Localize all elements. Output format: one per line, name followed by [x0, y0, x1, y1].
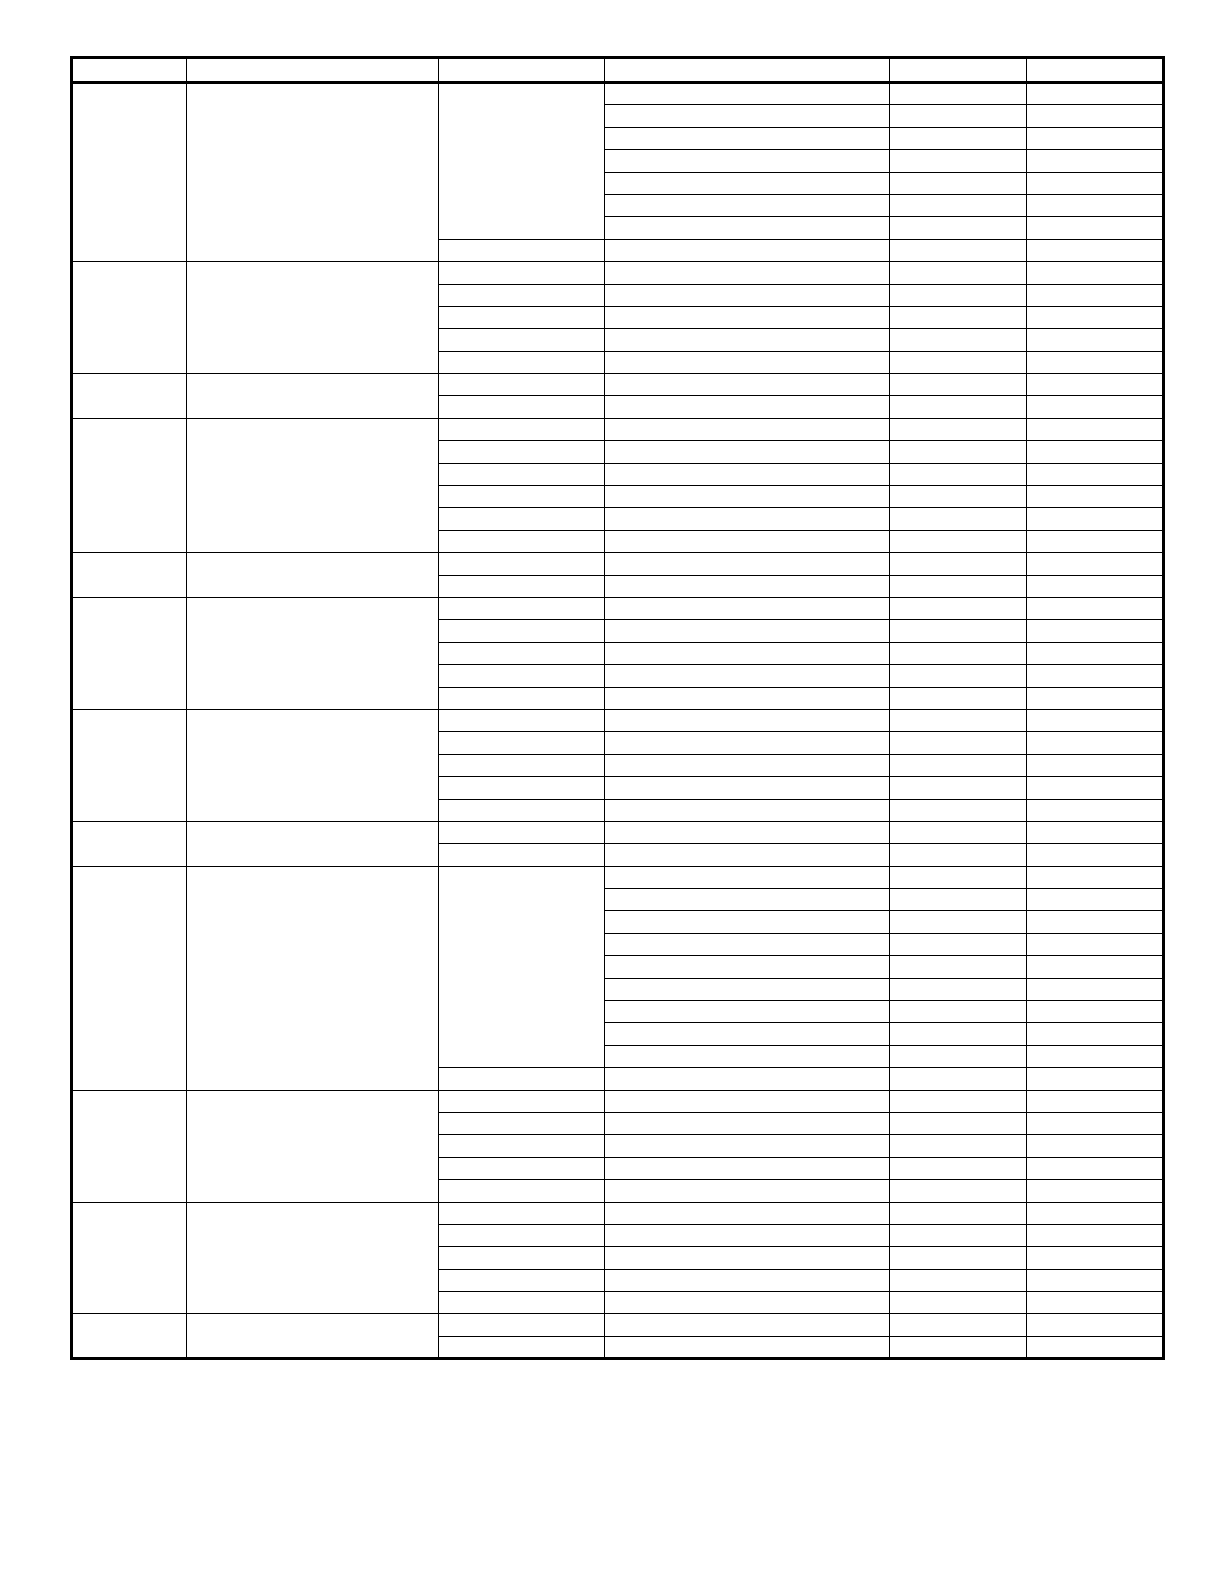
subgroup-col3-cell: [439, 687, 605, 709]
detail-cell: [605, 1112, 890, 1134]
detail-cell: [605, 978, 890, 1000]
detail-cell: [890, 1180, 1027, 1202]
detail-cell: [1027, 486, 1164, 508]
detail-cell: [890, 1224, 1027, 1246]
detail-cell: [605, 1068, 890, 1090]
detail-cell: [1027, 127, 1164, 149]
detail-cell: [890, 665, 1027, 687]
subgroup-col3-cell: [439, 418, 605, 440]
detail-cell: [1027, 1292, 1164, 1314]
subgroup-col3-cell: [439, 374, 605, 396]
detail-cell: [1027, 687, 1164, 709]
detail-cell: [890, 575, 1027, 597]
detail-cell: [1027, 172, 1164, 194]
detail-cell: [605, 262, 890, 284]
detail-cell: [1027, 665, 1164, 687]
detail-cell: [1027, 1001, 1164, 1023]
group-col2-cell: [187, 1090, 439, 1202]
table-row: [72, 709, 1164, 731]
detail-cell: [605, 83, 890, 105]
detail-cell: [890, 1269, 1027, 1291]
detail-cell: [605, 306, 890, 328]
group-col1-cell: [72, 418, 187, 552]
subgroup-col3-cell: [439, 821, 605, 843]
subgroup-col3-cell: [439, 777, 605, 799]
group-col2-cell: [187, 553, 439, 598]
detail-cell: [890, 889, 1027, 911]
detail-cell: [890, 1068, 1027, 1090]
detail-cell: [605, 1269, 890, 1291]
detail-cell: [605, 911, 890, 933]
subgroup-col3-cell: [439, 1180, 605, 1202]
detail-cell: [605, 709, 890, 731]
group-col2-cell: [187, 597, 439, 709]
table-row: [72, 374, 1164, 396]
detail-cell: [605, 956, 890, 978]
detail-cell: [1027, 463, 1164, 485]
subgroup-col3-cell: [439, 329, 605, 351]
detail-cell: [1027, 329, 1164, 351]
header-cell: [439, 58, 605, 83]
detail-cell: [605, 799, 890, 821]
detail-cell: [605, 150, 890, 172]
subgroup-col3-cell: [439, 1068, 605, 1090]
subgroup-col3-cell: [439, 553, 605, 575]
group-col2-cell: [187, 374, 439, 419]
table-row: [72, 553, 1164, 575]
detail-cell: [1027, 508, 1164, 530]
group-col2-cell: [187, 1202, 439, 1314]
detail-cell: [605, 687, 890, 709]
detail-cell: [1027, 150, 1164, 172]
detail-cell: [1027, 284, 1164, 306]
detail-cell: [605, 597, 890, 619]
detail-cell: [605, 866, 890, 888]
header-row: [72, 58, 1164, 83]
detail-cell: [890, 709, 1027, 731]
detail-cell: [1027, 1247, 1164, 1269]
detail-cell: [1027, 1068, 1164, 1090]
subgroup-col3-cell: [439, 575, 605, 597]
subgroup-col3-cell: [439, 1090, 605, 1112]
detail-cell: [605, 239, 890, 261]
detail-cell: [890, 911, 1027, 933]
table-row: [72, 866, 1164, 888]
subgroup-col3-cell: [439, 396, 605, 418]
subgroup-col3-cell: [439, 351, 605, 373]
group-col1-cell: [72, 374, 187, 419]
detail-cell: [890, 329, 1027, 351]
header-cell: [187, 58, 439, 83]
detail-cell: [890, 1023, 1027, 1045]
detail-cell: [605, 530, 890, 552]
detail-cell: [890, 1090, 1027, 1112]
detail-cell: [890, 642, 1027, 664]
header-cell: [605, 58, 890, 83]
subgroup-col3-cell: [439, 597, 605, 619]
detail-cell: [1027, 396, 1164, 418]
subgroup-col3-cell: [439, 799, 605, 821]
subgroup-col3-cell: [439, 665, 605, 687]
detail-cell: [1027, 1314, 1164, 1336]
detail-cell: [890, 1292, 1027, 1314]
detail-cell: [1027, 418, 1164, 440]
subgroup-col3-cell: [439, 1336, 605, 1358]
detail-cell: [890, 821, 1027, 843]
detail-cell: [890, 1314, 1027, 1336]
detail-cell: [1027, 597, 1164, 619]
detail-cell: [1027, 1090, 1164, 1112]
detail-cell: [1027, 821, 1164, 843]
detail-cell: [605, 1202, 890, 1224]
detail-cell: [605, 105, 890, 127]
detail-cell: [1027, 194, 1164, 216]
subgroup-col3-cell: [439, 239, 605, 261]
subgroup-col3-cell: [439, 530, 605, 552]
group-col1-cell: [72, 597, 187, 709]
detail-cell: [1027, 709, 1164, 731]
subgroup-col3-cell: [439, 1135, 605, 1157]
table-row: [72, 1202, 1164, 1224]
table-body: [72, 58, 1164, 1359]
subgroup-col3-cell: [439, 1202, 605, 1224]
subgroup-col3-cell: [439, 463, 605, 485]
detail-cell: [890, 1112, 1027, 1134]
detail-cell: [1027, 1180, 1164, 1202]
group-col1-cell: [72, 553, 187, 598]
detail-cell: [890, 217, 1027, 239]
detail-cell: [605, 1090, 890, 1112]
group-col1-cell: [72, 262, 187, 374]
detail-cell: [605, 329, 890, 351]
detail-cell: [1027, 575, 1164, 597]
group-col1-cell: [72, 821, 187, 866]
group-col1-cell: [72, 83, 187, 262]
detail-cell: [1027, 374, 1164, 396]
detail-cell: [1027, 1112, 1164, 1134]
detail-cell: [1027, 83, 1164, 105]
detail-cell: [890, 1157, 1027, 1179]
detail-cell: [605, 1247, 890, 1269]
subgroup-col3-cell: [439, 486, 605, 508]
detail-cell: [890, 172, 1027, 194]
detail-cell: [890, 351, 1027, 373]
group-col2-cell: [187, 709, 439, 821]
table-row: [72, 1090, 1164, 1112]
table-row: [72, 597, 1164, 619]
detail-cell: [605, 620, 890, 642]
detail-cell: [1027, 217, 1164, 239]
detail-cell: [605, 1157, 890, 1179]
group-col2-cell: [187, 262, 439, 374]
subgroup-col3-cell: [439, 844, 605, 866]
detail-cell: [605, 1224, 890, 1246]
group-col1-cell: [72, 866, 187, 1090]
detail-cell: [605, 1180, 890, 1202]
detail-cell: [1027, 306, 1164, 328]
detail-cell: [605, 217, 890, 239]
detail-cell: [1027, 799, 1164, 821]
detail-cell: [1027, 530, 1164, 552]
subgroup-col3-cell: [439, 1112, 605, 1134]
detail-cell: [605, 665, 890, 687]
detail-cell: [1027, 754, 1164, 776]
detail-cell: [890, 597, 1027, 619]
detail-cell: [890, 978, 1027, 1000]
detail-cell: [1027, 620, 1164, 642]
detail-cell: [890, 262, 1027, 284]
detail-cell: [1027, 1336, 1164, 1358]
detail-cell: [890, 1247, 1027, 1269]
detail-cell: [605, 1336, 890, 1358]
subgroup-col3-cell: [439, 732, 605, 754]
group-col1-cell: [72, 1090, 187, 1202]
detail-cell: [605, 463, 890, 485]
detail-cell: [605, 396, 890, 418]
subgroup-col3-cell: [439, 754, 605, 776]
detail-cell: [890, 620, 1027, 642]
detail-cell: [1027, 441, 1164, 463]
detail-cell: [1027, 239, 1164, 261]
subgroup-col3-cell: [439, 1269, 605, 1291]
detail-cell: [1027, 351, 1164, 373]
detail-cell: [605, 486, 890, 508]
subgroup-col3-cell: [439, 866, 605, 1068]
table-row: [72, 821, 1164, 843]
detail-cell: [605, 575, 890, 597]
detail-cell: [605, 1314, 890, 1336]
detail-cell: [890, 396, 1027, 418]
table-row: [72, 1314, 1164, 1336]
detail-cell: [890, 777, 1027, 799]
detail-cell: [605, 127, 890, 149]
detail-cell: [890, 687, 1027, 709]
subgroup-col3-cell: [439, 1314, 605, 1336]
detail-cell: [890, 239, 1027, 261]
detail-cell: [605, 172, 890, 194]
table-row: [72, 262, 1164, 284]
detail-cell: [890, 105, 1027, 127]
group-col2-cell: [187, 821, 439, 866]
detail-cell: [890, 754, 1027, 776]
detail-cell: [890, 306, 1027, 328]
group-col2-cell: [187, 866, 439, 1090]
form-table: [70, 56, 1165, 1360]
group-col1-cell: [72, 1314, 187, 1359]
detail-cell: [890, 866, 1027, 888]
detail-cell: [890, 150, 1027, 172]
detail-cell: [1027, 553, 1164, 575]
subgroup-col3-cell: [439, 284, 605, 306]
detail-cell: [890, 441, 1027, 463]
detail-cell: [605, 418, 890, 440]
group-col1-cell: [72, 1202, 187, 1314]
group-col2-cell: [187, 1314, 439, 1359]
detail-cell: [605, 284, 890, 306]
detail-cell: [605, 508, 890, 530]
detail-cell: [605, 1292, 890, 1314]
detail-cell: [605, 821, 890, 843]
detail-cell: [1027, 1157, 1164, 1179]
detail-cell: [605, 844, 890, 866]
detail-cell: [1027, 1269, 1164, 1291]
detail-cell: [1027, 1202, 1164, 1224]
detail-cell: [605, 441, 890, 463]
detail-cell: [890, 194, 1027, 216]
detail-cell: [1027, 889, 1164, 911]
subgroup-col3-cell: [439, 620, 605, 642]
detail-cell: [890, 1001, 1027, 1023]
detail-cell: [1027, 911, 1164, 933]
detail-cell: [1027, 642, 1164, 664]
detail-cell: [605, 553, 890, 575]
subgroup-col3-cell: [439, 83, 605, 240]
header-cell: [1027, 58, 1164, 83]
detail-cell: [890, 933, 1027, 955]
detail-cell: [605, 194, 890, 216]
subgroup-col3-cell: [439, 1157, 605, 1179]
detail-cell: [890, 486, 1027, 508]
subgroup-col3-cell: [439, 262, 605, 284]
subgroup-col3-cell: [439, 1247, 605, 1269]
detail-cell: [605, 933, 890, 955]
detail-cell: [890, 463, 1027, 485]
group-col1-cell: [72, 709, 187, 821]
subgroup-col3-cell: [439, 441, 605, 463]
detail-cell: [890, 127, 1027, 149]
detail-cell: [1027, 866, 1164, 888]
detail-cell: [890, 1135, 1027, 1157]
detail-cell: [890, 799, 1027, 821]
detail-cell: [605, 1135, 890, 1157]
detail-cell: [890, 553, 1027, 575]
detail-cell: [1027, 1135, 1164, 1157]
detail-cell: [890, 1045, 1027, 1067]
subgroup-col3-cell: [439, 709, 605, 731]
detail-cell: [1027, 777, 1164, 799]
detail-cell: [605, 754, 890, 776]
detail-cell: [1027, 933, 1164, 955]
detail-cell: [1027, 105, 1164, 127]
detail-cell: [1027, 978, 1164, 1000]
detail-cell: [1027, 956, 1164, 978]
subgroup-col3-cell: [439, 642, 605, 664]
table-row: [72, 83, 1164, 105]
detail-cell: [890, 1202, 1027, 1224]
detail-cell: [605, 777, 890, 799]
detail-cell: [1027, 1023, 1164, 1045]
detail-cell: [605, 351, 890, 373]
table-row: [72, 418, 1164, 440]
detail-cell: [1027, 262, 1164, 284]
detail-cell: [890, 1336, 1027, 1358]
detail-cell: [605, 889, 890, 911]
detail-cell: [890, 732, 1027, 754]
detail-cell: [605, 1045, 890, 1067]
detail-cell: [890, 844, 1027, 866]
detail-cell: [605, 374, 890, 396]
detail-cell: [605, 642, 890, 664]
detail-cell: [890, 530, 1027, 552]
detail-cell: [605, 1001, 890, 1023]
header-cell: [890, 58, 1027, 83]
subgroup-col3-cell: [439, 508, 605, 530]
detail-cell: [605, 1023, 890, 1045]
detail-cell: [605, 732, 890, 754]
detail-cell: [890, 374, 1027, 396]
detail-cell: [890, 418, 1027, 440]
group-col2-cell: [187, 83, 439, 262]
detail-cell: [1027, 732, 1164, 754]
detail-cell: [890, 284, 1027, 306]
group-col2-cell: [187, 418, 439, 552]
subgroup-col3-cell: [439, 1224, 605, 1246]
detail-cell: [890, 956, 1027, 978]
detail-cell: [1027, 1045, 1164, 1067]
detail-cell: [1027, 1224, 1164, 1246]
detail-cell: [890, 508, 1027, 530]
detail-cell: [1027, 844, 1164, 866]
subgroup-col3-cell: [439, 1292, 605, 1314]
detail-cell: [890, 83, 1027, 105]
header-cell: [72, 58, 187, 83]
subgroup-col3-cell: [439, 306, 605, 328]
